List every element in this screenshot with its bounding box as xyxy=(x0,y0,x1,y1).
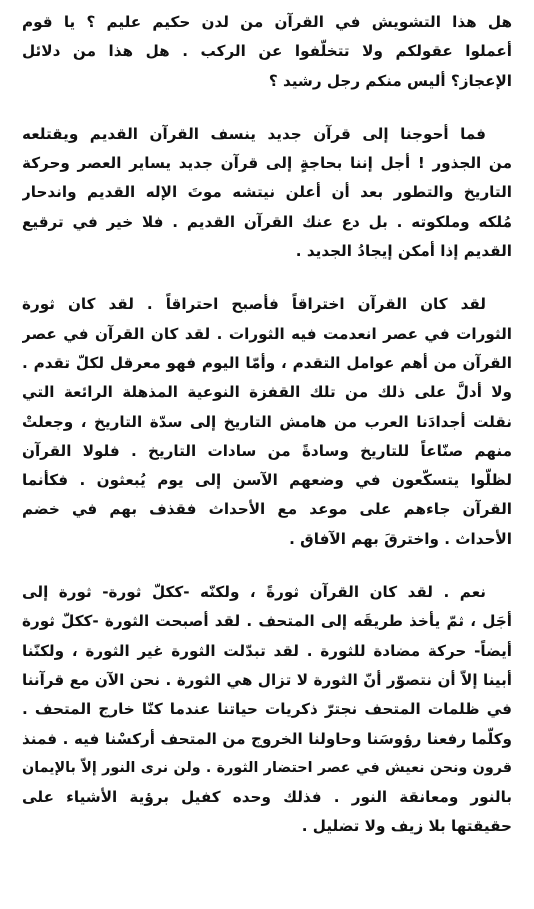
paragraph-line: القديم إذا أمكن إيجادُ الجديد . xyxy=(295,242,512,261)
paragraph-line: لظلّوا يتسكّعون في وضعهم الآسن إلى يوم يُبعثون . فكأنما xyxy=(22,471,512,490)
paragraph-line: الإعجاز؟ أليس منكم رجل رشيد ؟ xyxy=(268,71,512,90)
paragraph-line: بالنور ومعانقة النور . فذلك وحده كفيل برؤية الأشياء على xyxy=(22,788,512,807)
paragraph-line: ولا أدلَّ على ذلك من تلك القفزة النوعية المذهلة الرائعة التي xyxy=(22,383,512,402)
paragraph-line: نعم . لقد كان القرآن ثورةً ، ولكنّه -ككلّ ثورة- ثورة إلى xyxy=(22,583,486,602)
paragraph-line: في ظلمات المتحف نجترّ ذكريات حياتنا عندما كنّا خارج المتحف . xyxy=(22,700,512,719)
paragraph-1 xyxy=(22,8,512,96)
paragraph-line: التاريخ والتطور بعد أن أعلن نيتشه موتَ الإله القديم واندحار xyxy=(22,183,512,202)
paragraph-line: أجَل ، ثمّ يأخذ طريقَه إلى المتحف . لقد أصبحت الثورة -ككلّ ثورة xyxy=(22,612,512,631)
paragraph-line: القرآن جاءهم على موعد مع الأحداث فقذف بهم في خضم xyxy=(22,500,512,519)
paragraph-line: من الجذور ! أجل إننا بحاجةٍ إلى قرآن جديد يساير العصر وحركة xyxy=(22,154,512,173)
paragraph-line: فما أحوجنا إلى قرآن جديد ينسف القرآن القديم ويقتلعه xyxy=(22,124,486,143)
paragraph-gap xyxy=(22,554,512,578)
paragraph-gap xyxy=(22,266,512,290)
paragraph-line: أيضاً- حركة مضادة للثورة . لقد تبدّلت الثورة غير الثورة ، ولكنّنا xyxy=(22,641,512,660)
paragraph-line: الأحداث . واخترقَ بهم الآفاق . xyxy=(289,529,512,548)
paragraph-line: هل هذا التشويش في القرآن من لدن حكيم عليم ؟ يا قوم xyxy=(22,13,512,31)
paragraph-line: منهم صنّاعاً للتاريخ وسادةً من سادات التاريخ . فلولا القرآن xyxy=(22,441,512,460)
paragraph-gap xyxy=(22,96,512,120)
paragraph-line: الثورات في عصر انعدمت فيه الثورات . لقد كان القرآن في عصر xyxy=(22,324,512,343)
paragraph-line: نقلت أجدادَنا العرب من هامش التاريخ إلى سدّة التاريخ ، وجعلتْ xyxy=(22,412,512,431)
paragraph-line: لقد كان القرآن اختراقاً فأصبح احتراقاً . لقد كان ثورة xyxy=(22,295,486,314)
paragraph-2 xyxy=(22,120,512,266)
paragraph-3 xyxy=(22,290,512,554)
paragraph-line: أبينا إلاّ أن نتصوّر أنّ الثورة لا تزال هي الثورة . نحن الآن مع قرآننا xyxy=(22,670,512,689)
paragraph-line: القرآن من أهم عوامل التقدم ، وأمّا اليوم فهو معرقل لكلّ تقدم . xyxy=(22,353,512,372)
paragraph-line: وكلّما رفعنا رؤوسَنا وحاولنا الخروج من المتحف أركسْنا فيه . فمنذ xyxy=(22,729,512,748)
paragraph-line: مُلكه وملكوته . بل دع عنك القرآن القديم . فلا خير في ترقيع xyxy=(22,212,512,231)
paragraph-line: قرون ونحن نعيش في عصر احتضار الثورة . ولن نرى النور إلاّ بالإيمان xyxy=(22,759,512,776)
paragraph-line: حقيقتها بلا زيف ولا تضليل . xyxy=(301,817,512,836)
paragraph-line: أعملوا عقولكم ولا تتخلّفوا عن الركب . هل هذا من دلائل xyxy=(22,42,512,61)
paragraph-4 xyxy=(22,578,512,842)
